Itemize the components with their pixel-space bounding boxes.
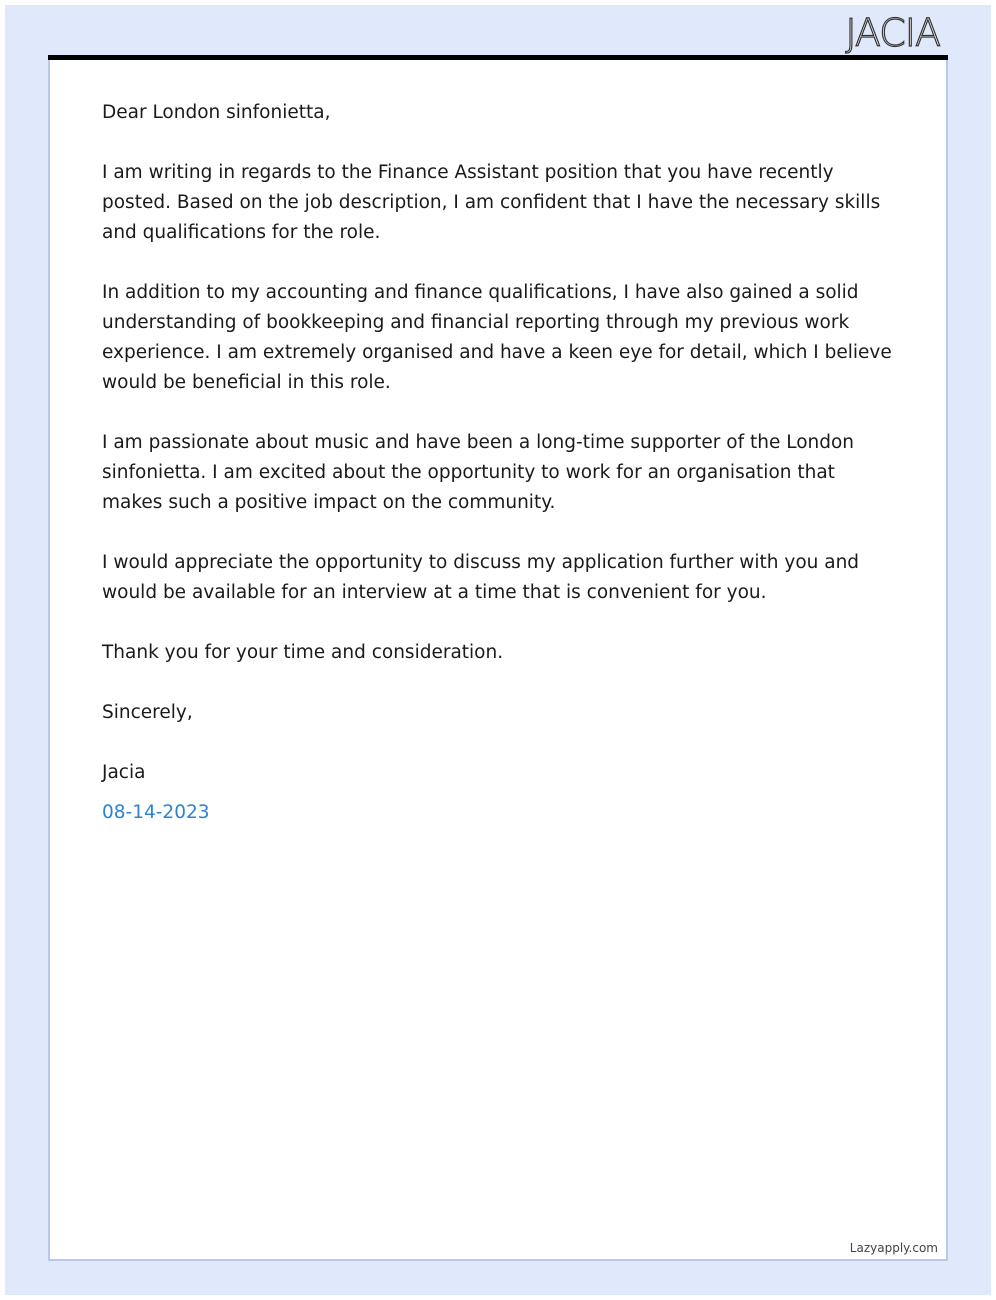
salutation: Dear London sinfonietta, [102,102,331,123]
letter-date: 08-14-2023 [102,802,210,823]
letter-page [48,60,948,1261]
paragraph-2: In addition to my accounting and finance qualifications, I have also gained a solid understanding of bookkeeping and financial reporting through my previous work experience. I am extremely organised and have a keen eye for detail, which I believe would be beneficial in this role. [102,282,892,393]
header-name: JACIA [845,11,940,55]
paragraph-3: I am passionate about music and have been a long-time supporter of the London sinfonietta. I am excited about the opportunity to work for an organisation that makes such a positive impact on the community. [102,432,855,513]
paragraph-4: I would appreciate the opportunity to discuss my application further with you and would be available for an interview at a time that is convenient for you. [102,552,860,603]
paragraph-1: I am writing in regards to the Finance Assistant position that you have recently posted. Based on the job description, I am confident that I have the necessary skills and qualifications for the role. [102,162,881,243]
footer-brand: Lazyapply.com [849,1241,938,1255]
letter-body [102,98,892,828]
signature: Jacia [102,762,146,783]
paragraph-5: Thank you for your time and consideration. [102,642,504,663]
closing: Sincerely, [102,702,193,723]
